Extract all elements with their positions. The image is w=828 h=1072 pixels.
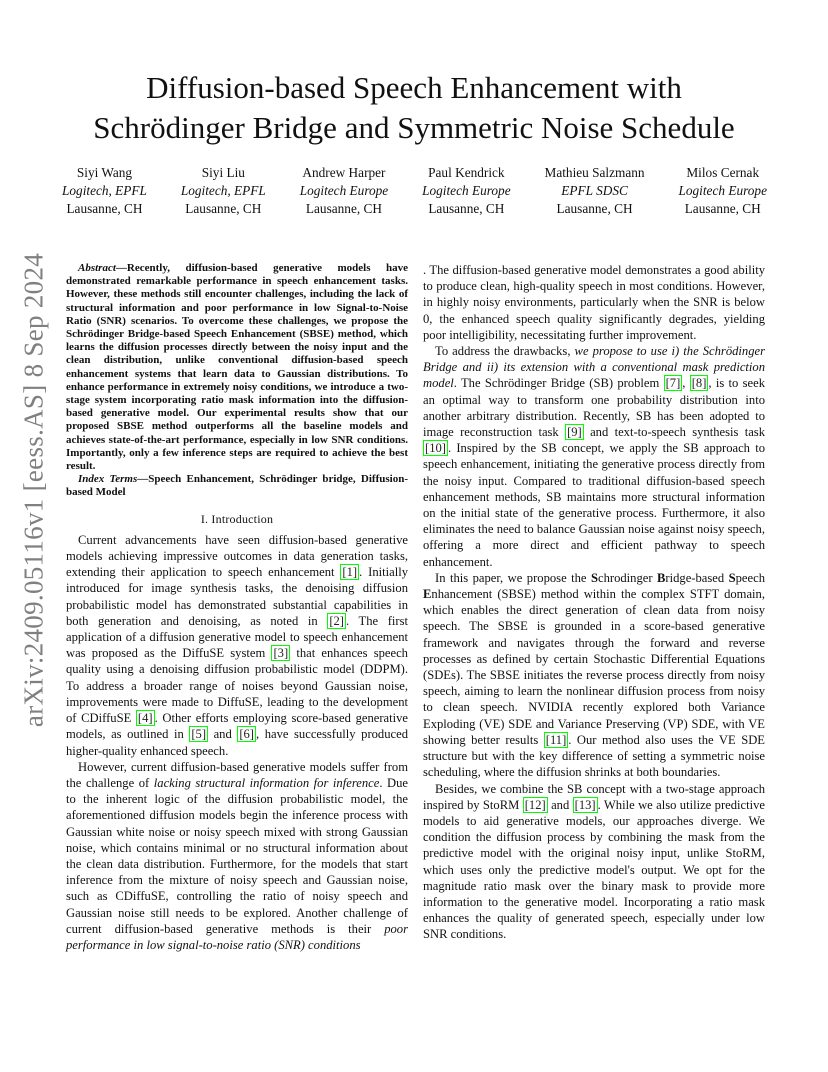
citation-link[interactable]: [7] (665, 376, 681, 391)
section-heading-introduction: I. Introduction (200, 511, 274, 526)
citation-link[interactable]: [11] (545, 732, 567, 747)
author-block (62, 164, 147, 218)
paragraph: Besides, we combine the SB concept with a two-stage approach inspired by StoRM [12] and [13] . While we also utilize predictive models to aid generative models, our approaches diverge. We condition the diffusion process by combining the mask from the predictive model with the original noisy input, unlike StoRM, which uses only the predictive model's output. We opt for the magnitude ratio mask over the binary mask to provide more information to the generative model. Incorporating a ratio mask enhances the quality of generated speech, especially under low SNR conditions. (423, 781, 766, 942)
author-block (545, 164, 645, 218)
citation-link[interactable]: [9] (567, 425, 582, 440)
author-block (678, 164, 767, 218)
citation-link[interactable]: [12] (524, 797, 546, 812)
citation-link[interactable]: [8] (691, 376, 707, 391)
author-block (300, 164, 389, 218)
author-name: Milos Cernak (686, 165, 760, 180)
paragraph: However, current diffusion-based generative models suffer from the challenge of lacking structural information for inference. Due to the inherent logic of the diffusion probabilistic model, the aforementioned diffusion models begin the inference process with Gaussian white noise or noisy speech mixed with strong Gaussian noise, which contains minimal or no structural information about the clean data distribution. Furthermore, for the models that start inference from the mixture of noisy speech and Gaussian noise, such as CDiffuSE, controlling the ratio of noisy speech and Gaussian noise still needs to be explored. Another challenge of current diffusion-based generative methods is their poor performance in low signal-to-noise ratio (SNR) conditions (66, 759, 409, 952)
arxiv-identifier: arXiv:2409.05116v1 [eess.AS] 8 Sep 2024 (18, 252, 49, 728)
author-name: Paul Kendrick (428, 165, 505, 180)
author-location: Lausanne, CH (428, 201, 505, 216)
author-block (181, 164, 266, 218)
abstract-text: —Recently, diffusion-based generative models have demonstrated remarkable performance in speech enhancement tasks. However, these methods still encounter challenges, including the lack of structural information and poor performance in low Signal-to-Noise Ratio (SNR) scenarios. To overcome these challenges, we propose the Schrödinger Bridge-based Speech Enhancement (SBSE) method, which learns the diffusion processes directly between the noisy input and the clean distribution, unlike conventional diffusion-based speech enhancement systems that learn data to Gaussian distributions. To enhance performance in extremely noisy conditions, we introduce a two-stage system incorporating ratio mask information into the diffusion-based generative model. Our experimental results show that our proposed SBSE method outperforms all the baseline models and achieves state-of-the-art performance, especially in low SNR conditions. Importantly, only a few inference steps are required to achieve the best result. (66, 262, 408, 473)
author-affiliation: Logitech Europe (678, 183, 767, 198)
index-terms (66, 473, 408, 499)
citation-link[interactable]: [10] (425, 441, 446, 456)
abstract-label: Abstract (78, 262, 116, 274)
paragraph: Current advancements have seen diffusion-based generative models achieving impressive outcomes in data generation tasks, extending their application to speech enhancement [1] . Initially introduced for image synthesis tasks, the denoising diffusion probabilistic model has demonstrated substantial capabilities in both generation and denoising, as noted in [2] . The first application of a diffusion generative model to speech enhancement was proposed as the DiffuSE system [3] that enhances speech quality using a denoising diffusion probabilistic model (DDPM). To address a broader range of noises beyond Gaussian noise, improvements were made to DiffuSE, leading to the development of CDiffuSE [4] . Other efforts employing score-based generative models, as outlined in [5] and [6] , have successfully produced higher-quality enhanced speech. (66, 532, 409, 758)
citation-link[interactable]: [3] (273, 646, 289, 661)
index-terms-text: —Speech Enhancement, Schrödinger bridge, Diffusion-based Model (66, 473, 408, 499)
abstract (66, 262, 408, 473)
left-column (66, 262, 408, 953)
author-affiliation: Logitech Europe (299, 183, 389, 198)
paragraph-continued: . The diffusion-based generative model demonstrates a good ability to produce clean, high-quality speech in most conditions. However, in highly noisy environments, particularly when the SNR is below 0, the enhanced speech quality significantly degrades, yielding poor intelligibility, necessitating further improvement. (423, 263, 765, 342)
paragraph: To address the drawbacks, we propose to use i) the Schrödinger Bridge and ii) its extension with a conventional mask prediction model. The Schrödinger Bridge (SB) problem [7] , [8] , is to seek an optimal way to transform one probability distribution into another arbitrary distribution. Recently, SB has been adopted to image reconstruction task [9] and text-to-speech synthesis task [10] . Inspired by the SB concept, we apply the SB approach to speech enhancement, initiating the generative process directly from the noisy input. Compared to traditional diffusion-based speech enhancement methods, SB maintains more structural information on the initial state of the generative process. Furthermore, it also eliminates the need to balance Gaussian noise against noisy speech, offering a more direct and efficient pathway to speech enhancement. (423, 344, 766, 569)
author-location: Lausanne, CH (305, 201, 382, 216)
author-affiliation: Logitech, EPFL (62, 183, 147, 198)
index-terms-label: Index Terms (78, 473, 138, 486)
author-name: Mathieu Salzmann (544, 165, 645, 180)
author-affiliation: Logitech, EPFL (180, 183, 266, 198)
author-affiliation: EPFL SDSC (561, 183, 628, 198)
citation-link[interactable]: [2] (329, 613, 344, 628)
author-affiliation: Logitech Europe (422, 183, 511, 198)
author-location: Lausanne, CH (556, 201, 633, 216)
author-name: Siyi Wang (76, 165, 133, 180)
author-location: Lausanne, CH (66, 201, 143, 216)
paragraph: In this paper, we propose the Schrodinger Bridge-based Speech Enhancement (SBSE) method within the complex STFT domain, which enables the direct generation of clean data from noisy speech. The SBSE is grounded in a score-based generative framework and navigates through the forward and reverse processes as defined by certain Stochastic Differential Equations (SDEs). The SBSE initiates the reverse process directly from noisy speech, aiming to learn the nonlinear diffusion process from noisy to clean speech. NVIDIA recently explored both Variance Exploding (VE) SDE and Variance Preserving (VP) SDE, with VE showing better results [11] . Our method also uses the VE SDE structure but with the key difference of setting a symmetric noise scheduling, where the diffusion shrinks at both boundaries. (423, 570, 765, 780)
citation-link[interactable]: [5] (191, 727, 207, 742)
author-block (422, 164, 511, 218)
paper-title (60, 68, 768, 148)
author-list (62, 164, 767, 218)
author-location: Lausanne, CH (684, 201, 761, 216)
right-column (423, 262, 765, 943)
citation-link[interactable]: [6] (239, 727, 254, 742)
author-name: Andrew Harper (302, 165, 386, 180)
citation-link[interactable]: [1] (342, 565, 358, 580)
citation-link[interactable]: [4] (137, 711, 153, 726)
citation-link[interactable]: [13] (574, 797, 596, 812)
author-name: Siyi Liu (201, 165, 245, 180)
author-location: Lausanne, CH (185, 201, 262, 216)
title-line-1: Diffusion-based Speech Enhancement with (146, 70, 682, 105)
title-line-2: Schrödinger Bridge and Symmetric Noise Schedule (93, 110, 735, 145)
arxiv-sidebar (14, 252, 54, 728)
